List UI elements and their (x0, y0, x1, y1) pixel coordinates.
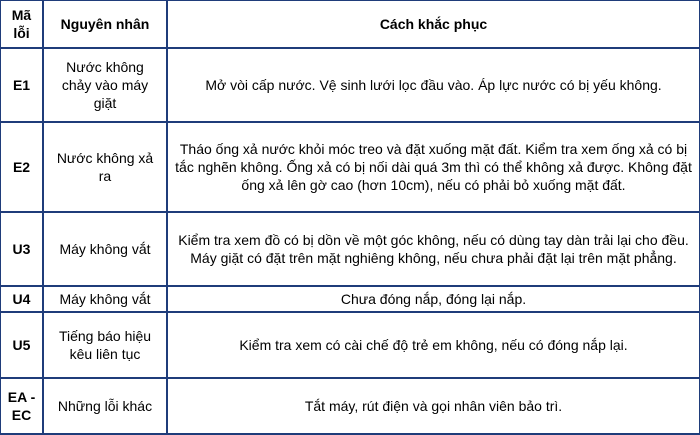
header-cause: Nguyên nhân (44, 1, 168, 49)
cause-cell: Nước không xả ra (44, 123, 168, 213)
fix-cell: Tắt máy, rút điện và gọi nhân viên bảo trì. (168, 379, 700, 435)
cause-cell: Máy không vắt (44, 287, 168, 313)
header-row (1, 1, 700, 49)
header-fix: Cách khắc phục (168, 1, 700, 49)
header-code: Mã lỗi (1, 1, 44, 49)
error-code-cell: E1 (1, 49, 44, 123)
table-row (1, 213, 700, 287)
cause-cell: Những lỗi khác (44, 379, 168, 435)
fix-cell: Chưa đóng nắp, đóng lại nắp. (168, 287, 700, 313)
fix-cell: Tháo ống xả nước khỏi móc treo và đặt xuống mặt đất. Kiểm tra xem ống xả có bị tắc nghẽn không. Ống xả có bị nối dài quá 3m thì có thể không xả được. Không đặt ống xả lên gờ cao (hơn 10cm), nếu có phải bỏ xuống mặt đất. (168, 123, 700, 213)
error-code-cell: U3 (1, 213, 44, 287)
fix-cell: Mở vòi cấp nước. Vệ sinh lưới lọc đầu vào. Áp lực nước có bị yếu không. (168, 49, 700, 123)
error-code-cell: U4 (1, 287, 44, 313)
fix-cell: Kiểm tra xem có cài chế độ trẻ em không, nếu có đóng nắp lại. (168, 313, 700, 379)
table-row (1, 123, 700, 213)
table-row (1, 379, 700, 435)
table-row (1, 49, 700, 123)
cause-cell: Máy không vắt (44, 213, 168, 287)
error-code-cell: EA - EC (1, 379, 44, 435)
error-code-cell: U5 (1, 313, 44, 379)
cause-cell: Tiếng báo hiệu kêu liên tục (44, 313, 168, 379)
table-row (1, 313, 700, 379)
fix-cell: Kiểm tra xem đồ có bị dồn về một góc không, nếu có dùng tay dàn trải lại cho đều. Máy giặt có đặt trên mặt nghiêng không, nếu chưa phải đặt lại trên mặt phẳng. (168, 213, 700, 287)
cause-cell: Nước không chảy vào máy giặt (44, 49, 168, 123)
error-code-cell: E2 (1, 123, 44, 213)
table-row (1, 287, 700, 313)
